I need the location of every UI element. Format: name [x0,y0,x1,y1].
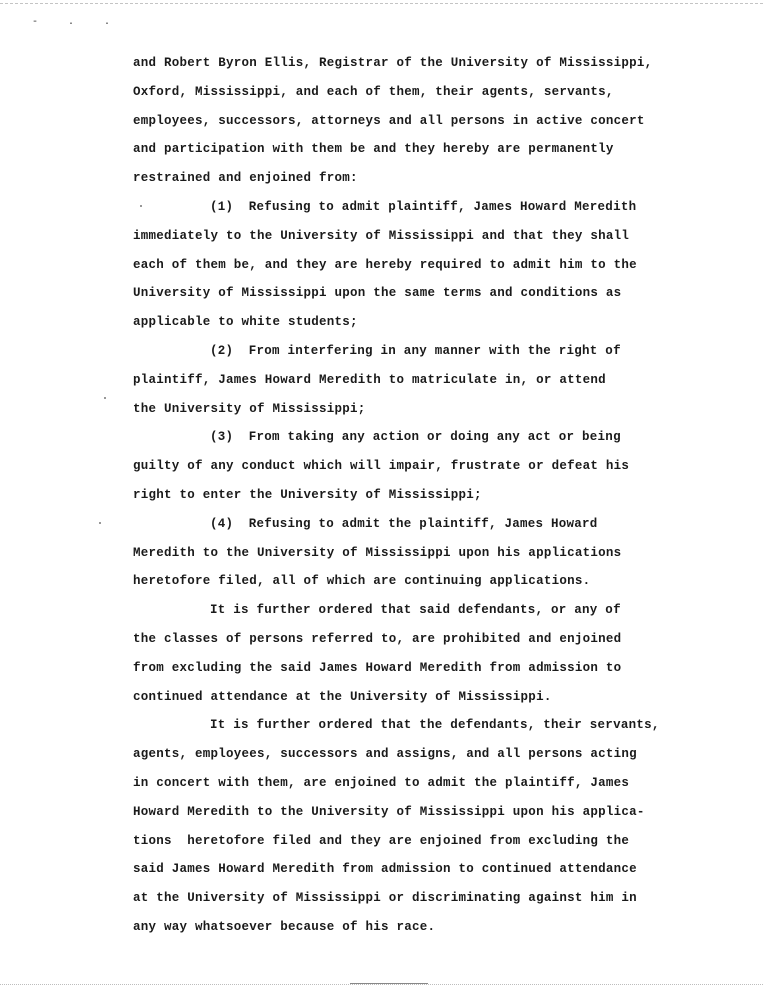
text-line: University of Mississippi upon the same terms and conditions as [133,286,622,301]
text-line: tions heretofore filed and they are enjoined from excluding the [133,833,630,848]
text-line: and Robert Byron Ellis, Registrar of the University of Mississippi, [133,56,653,70]
page-bottom-edge [0,984,763,985]
text-line: continued attendance at the University of Mississippi. [133,689,552,704]
document-body [133,52,673,945]
text-line: applicable to white students; [133,315,358,330]
paragraph-3-start: (3) From taking any action or doing any act or being [210,430,621,445]
text-line: the University of Mississippi; [133,401,366,416]
page-top-edge [0,3,763,4]
text-line: employees, successors, attorneys and all persons in active concert [133,113,645,128]
scan-speck [99,522,101,524]
paragraph-2-start: (2) From interfering in any manner with the right of [210,343,621,358]
text-line: at the University of Mississippi or discriminating against him in [133,891,637,906]
paragraph-1-start: (1) Refusing to admit plaintiff, James Howard Meredith [210,199,637,214]
corner-mark: - . . [32,17,123,28]
paragraph-4-start: (4) Refusing to admit the plaintiff, James Howard [210,516,598,531]
text-line: Oxford, Mississippi, and each of them, their agents, servants, [133,84,614,99]
text-line: said James Howard Meredith from admission to continued attendance [133,862,637,877]
scan-speck [104,397,106,399]
page-bottom-mark [350,983,428,984]
text-line: agents, employees, successors and assigns, and all persons acting [133,747,637,762]
text-line: in concert with them, are enjoined to admit the plaintiff, James [133,775,630,790]
text-line: right to enter the University of Mississippi; [133,487,482,502]
text-line: immediately to the University of Mississippi and that they shall [133,228,630,243]
paragraph-6-start: It is further ordered that the defendants, their servants, [210,718,660,733]
text-line: and participation with them be and they hereby are permanently [133,142,614,157]
text-line: heretofore filed, all of which are continuing applications. [133,574,591,589]
text-line: the classes of persons referred to, are prohibited and enjoined [133,631,622,646]
text-line: plaintiff, James Howard Meredith to matriculate in, or attend [133,372,606,387]
text-line: Meredith to the University of Mississippi upon his applications [133,545,622,560]
text-line: each of them be, and they are hereby required to admit him to the [133,257,637,272]
text-line: from excluding the said James Howard Meredith from admission to [133,660,622,675]
text-line: restrained and enjoined from: [133,171,358,186]
text-line: guilty of any conduct which will impair, frustrate or defeat his [133,459,630,474]
scan-speck [140,205,142,207]
text-line: Howard Meredith to the University of Mississippi upon his applica- [133,804,645,819]
text-line: any way whatsoever because of his race. [133,919,436,934]
paragraph-5-start: It is further ordered that said defendants, or any of [210,603,621,618]
